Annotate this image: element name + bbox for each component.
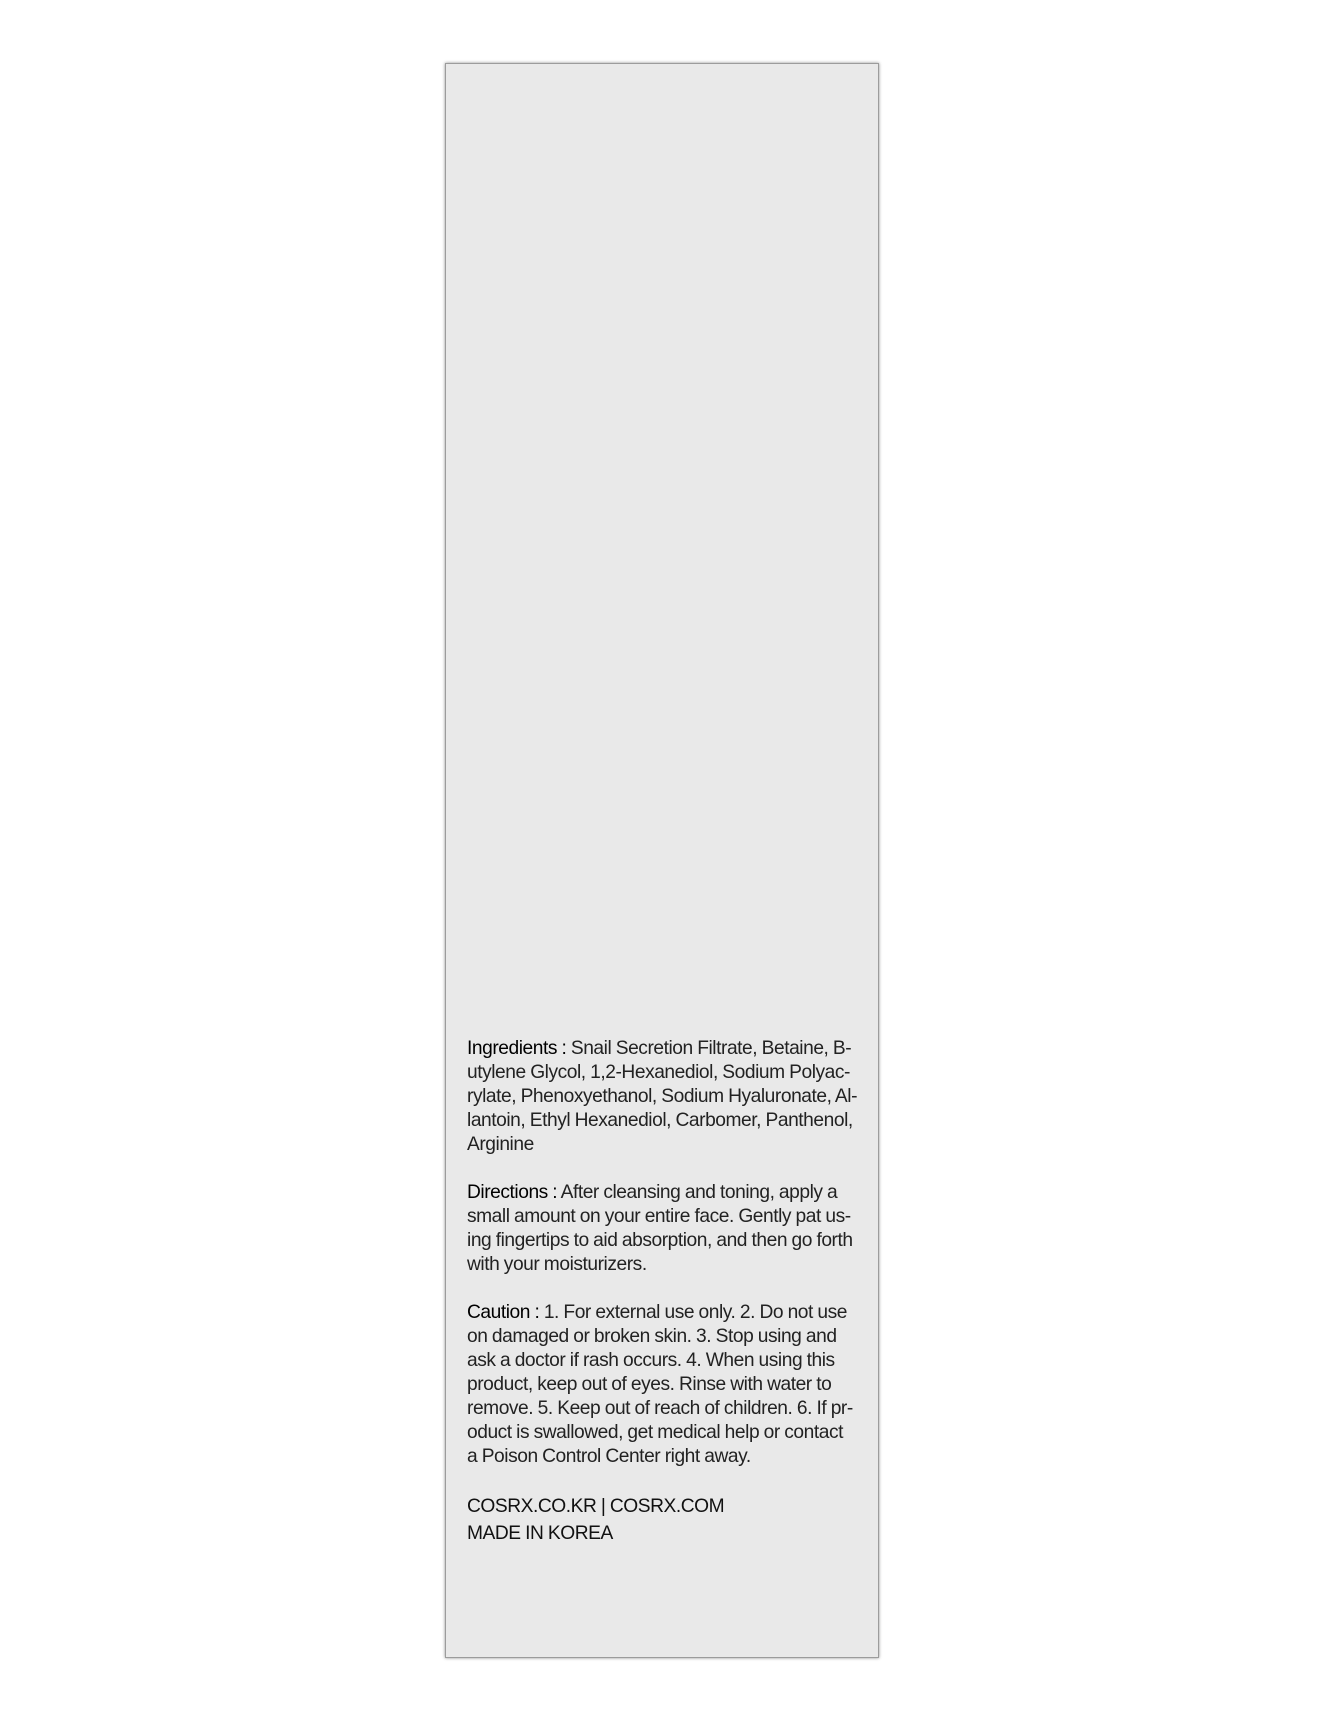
product-label-panel	[445, 63, 879, 1658]
directions-text: After cleansing and toning, apply a small amount on your entire face. Gently pat us- ing fingertips to aid absorption, and then go forth with your moisturizers.	[467, 1182, 853, 1275]
website-urls: COSRX.CO.KR | COSRX.COM	[467, 1496, 725, 1517]
directions-paragraph	[467, 1181, 861, 1277]
ingredients-text: Snail Secretion Filtrate, Betaine, B- utylene Glycol, 1,2-Hexanediol, Sodium Polyac- rylate, Phenoxyethanol, Sodium Hyaluronate, Al- lantoin, Ethyl Hexanediol, Carbomer, Panthenol, Arginine	[467, 1038, 858, 1155]
label-text-block	[467, 1037, 861, 1547]
country-of-origin: MADE IN KOREA	[467, 1523, 613, 1544]
label-footer	[467, 1493, 861, 1547]
caution-text: 1. For external use only. 2. Do not use on damaged or broken skin. 3. Stop using and ask a doctor if rash occurs. 4. When using this product, keep out of eyes. Rinse with water to remove. 5. Keep out of reach of children. 6. If pr- oduct is swallowed, get medical help or contact a Poison Control Center right away.	[467, 1302, 853, 1467]
directions-heading: Directions :	[467, 1182, 558, 1203]
caution-heading: Caution :	[467, 1302, 540, 1323]
caution-paragraph	[467, 1301, 861, 1469]
ingredients-heading: Ingredients :	[467, 1038, 567, 1059]
ingredients-paragraph	[467, 1037, 861, 1157]
